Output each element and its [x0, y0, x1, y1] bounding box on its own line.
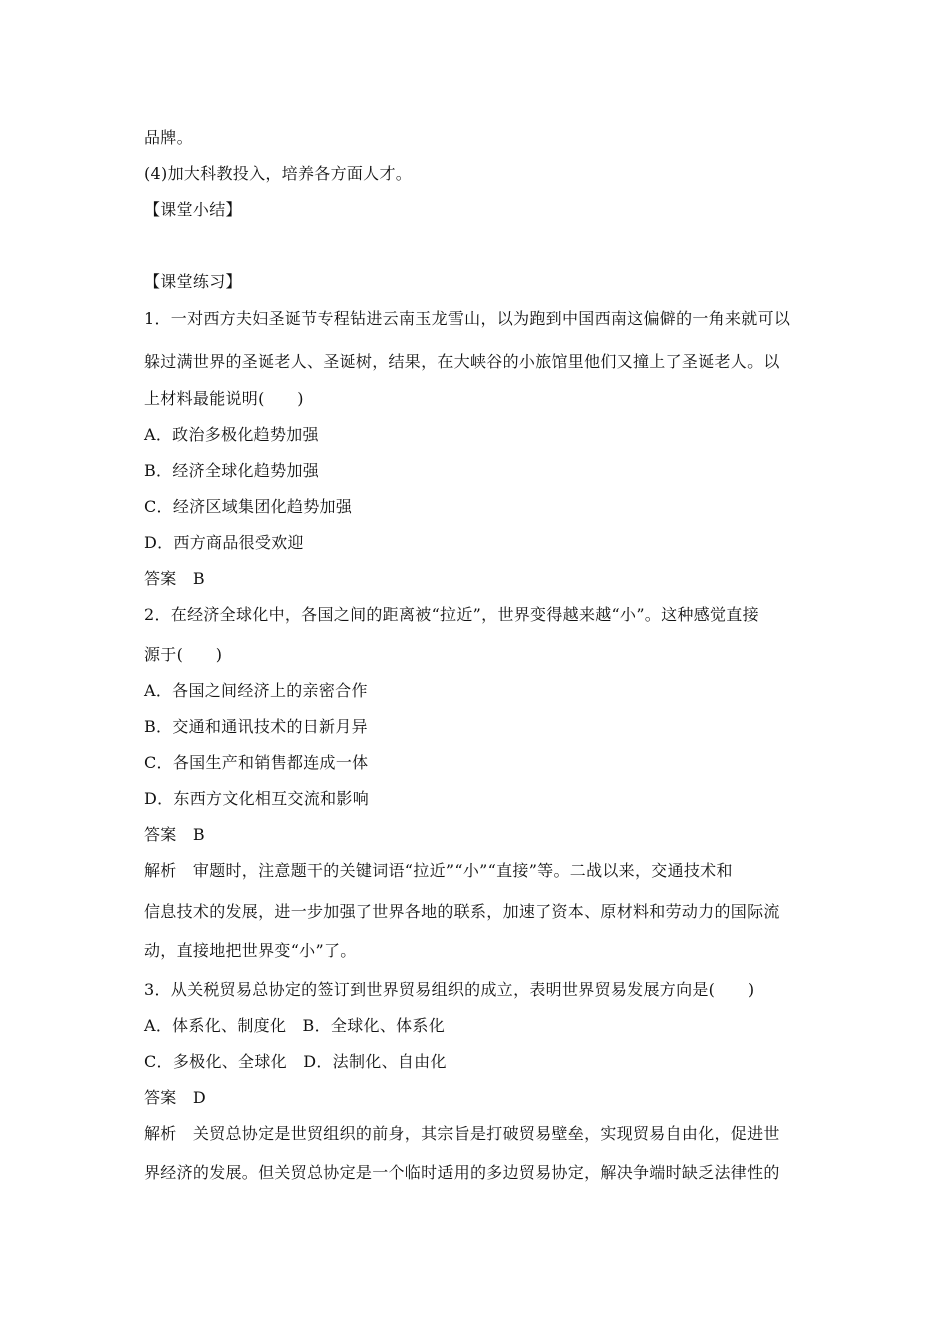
question-2-analysis: 信息技术的发展，进一步加强了世界各地的联系，加速了资本、原材料和劳动力的国际流	[144, 902, 780, 921]
question-2-analysis: 动，直接地把世界变“小”了。	[144, 941, 357, 960]
question-1-option-c: C．经济区域集团化趋势加强	[144, 497, 353, 516]
question-1-answer: 答案 B	[144, 569, 205, 588]
question-3-analysis: 解析 关贸总协定是世贸组织的前身，其宗旨是打破贸易壁垒，实现贸易自由化，促进世	[144, 1124, 780, 1143]
text-line: 品牌。	[144, 128, 193, 147]
question-2-answer: 答案 B	[144, 825, 205, 844]
question-2-option-d: D．东西方文化相互交流和影响	[144, 789, 370, 808]
question-3-analysis: 界经济的发展。但关贸总协定是一个临时适用的多边贸易协定，解决争端时缺乏法律性的	[144, 1163, 780, 1182]
question-1-text: 上材料最能说明( )	[144, 389, 304, 408]
question-1-text: 躲过满世界的圣诞老人、圣诞树，结果，在大峡谷的小旅馆里他们又撞上了圣诞老人。以	[144, 352, 780, 371]
question-1-option-a: A．政治多极化趋势加强	[144, 425, 319, 444]
question-3-answer: 答案 D	[144, 1088, 207, 1107]
question-1-option-d: D．西方商品很受欢迎	[144, 533, 304, 552]
question-3-text: 3．从关税贸易总协定的签订到世界贸易组织的成立，表明世界贸易发展方向是( )	[144, 980, 755, 999]
question-1-option-b: B．经济全球化趋势加强	[144, 461, 320, 480]
question-1-text: 1．一对西方夫妇圣诞节专程钻进云南玉龙雪山，以为跑到中国西南这偏僻的一角来就可以	[144, 309, 791, 328]
section-heading-summary: 【课堂小结】	[144, 200, 242, 219]
question-2-option-c: C．各国生产和销售都连成一体	[144, 753, 369, 772]
question-2-option-a: A．各国之间经济上的亲密合作	[144, 681, 368, 700]
text-line: (4)加大科教投入，培养各方面人才。	[144, 164, 413, 183]
question-2-option-b: B．交通和通讯技术的日新月异	[144, 717, 368, 736]
question-2-text: 2．在经济全球化中，各国之间的距离被“拉近”，世界变得越来越“小”。这种感觉直接	[144, 605, 759, 624]
section-heading-practice: 【课堂练习】	[144, 272, 242, 291]
question-2-text: 源于( )	[144, 645, 223, 664]
question-3-options-ab: A．体系化、制度化 B．全球化、体系化	[144, 1016, 446, 1035]
question-2-analysis: 解析 审题时，注意题干的关键词语“拉近”“小”“直接”等。二战以来，交通技术和	[144, 861, 733, 880]
question-3-options-cd: C．多极化、全球化 D．法制化、自由化	[144, 1052, 447, 1071]
